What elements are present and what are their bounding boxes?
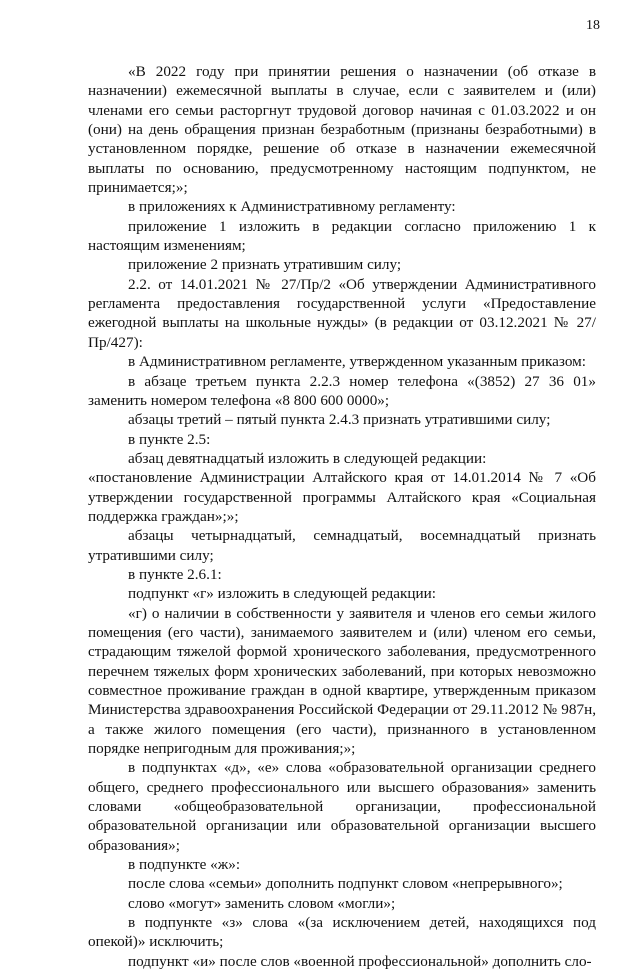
paragraph-6: в Административном регламенте, утвержденном указанным приказом: [128,353,586,371]
paragraph-5: 2.2. от 14.01.2021 № 27/Пр/2 «Об утверждении Административного регламента предоставления государственной услуги «Предоставление ежегодной выплаты на школьные нужды» (в редакции от 03.12.2021 № 27/Пр/427): [88,275,596,351]
document-body [88,62,596,971]
paragraph-15: «г) о наличии в собственности у заявителя и членов его семьи жилого помещения (его части), занимаемого заявителем и (или) членом его семьи, страдающим тяжелой формой хронического заболевания, предусмотренного перечнем тяжелых форм хронических заболеваний, при которых невозможно совместное проживание граждан в одной квартире, утвержденным приказом Министерства здравоохранения Российской Федерации от 29.11.2012 № 987н, а также жилого помещения (его части), признанного в установленном порядке непригодным для проживания;»; [88,604,596,758]
paragraph-7: в абзаце третьем пункта 2.2.3 номер телефона «(3852) 27 36 01» заменить номером телефона «8 800 600 0000»; [88,372,596,409]
paragraph-16: в подпунктах «д», «е» слова «образовательной организации среднего общего, среднего профессионального или высшего образования» заменить словами «общеобразовательной организации, профессиональной образовательной организации или образовательной организации высшего образования»; [88,759,596,854]
paragraph-11: «постановление Администрации Алтайского края от 14.01.2014 № 7 «Об утверждении государственной программы Алтайского края «Социальная поддержка граждан»;»; [88,469,596,525]
paragraph-14: подпункт «г» изложить в следующей редакции: [128,585,437,603]
page-number: 18 [586,18,600,33]
paragraph-21: подпункт «и» после слов «военной профессиональной» дополнить сло- [128,952,592,970]
paragraph-17: в подпункте «ж»: [128,856,241,874]
paragraph-9: в пункте 2.5: [128,430,211,448]
paragraph-10: абзац девятнадцатый изложить в следующей редакции: [128,449,487,467]
paragraph-18: после слова «семьи» дополнить подпункт словом «непрерывного»; [128,875,563,893]
paragraph-13: в пункте 2.6.1: [128,565,222,583]
paragraph-8: абзацы третий – пятый пункта 2.4.3 признать утратившими силу; [128,411,551,429]
paragraph-3: приложение 1 изложить в редакции согласно приложению 1 к настоящим изменениям; [88,217,596,255]
paragraph-4: приложение 2 признать утратившим силу; [128,256,402,274]
paragraph-2: в приложениях к Административному регламенту: [128,198,456,216]
paragraph-19: слово «могут» заменить словом «могли»; [128,894,396,912]
paragraph-1: «В 2022 году при принятии решения о назначении (об отказе в назначении) ежемесячной выплаты в случае, если с заявителем и (или) членами его семьи расторгнут трудовой договор начиная с 01.03.2022 и он (они) на день обращения признан безработным (признаны безработными) в установленном порядке, решение об отказе в назначении ежемесячной выплаты по основанию, предусмотренному настоящим подпунктом, не принимается;»; [88,63,596,197]
paragraph-12: абзацы четырнадцатый, семнадцатый, восемнадцатый признать утратившими силу; [88,527,596,564]
paragraph-20: в подпункте «з» слова «(за исключением детей, находящихся под опекой)» исключить; [88,914,596,951]
